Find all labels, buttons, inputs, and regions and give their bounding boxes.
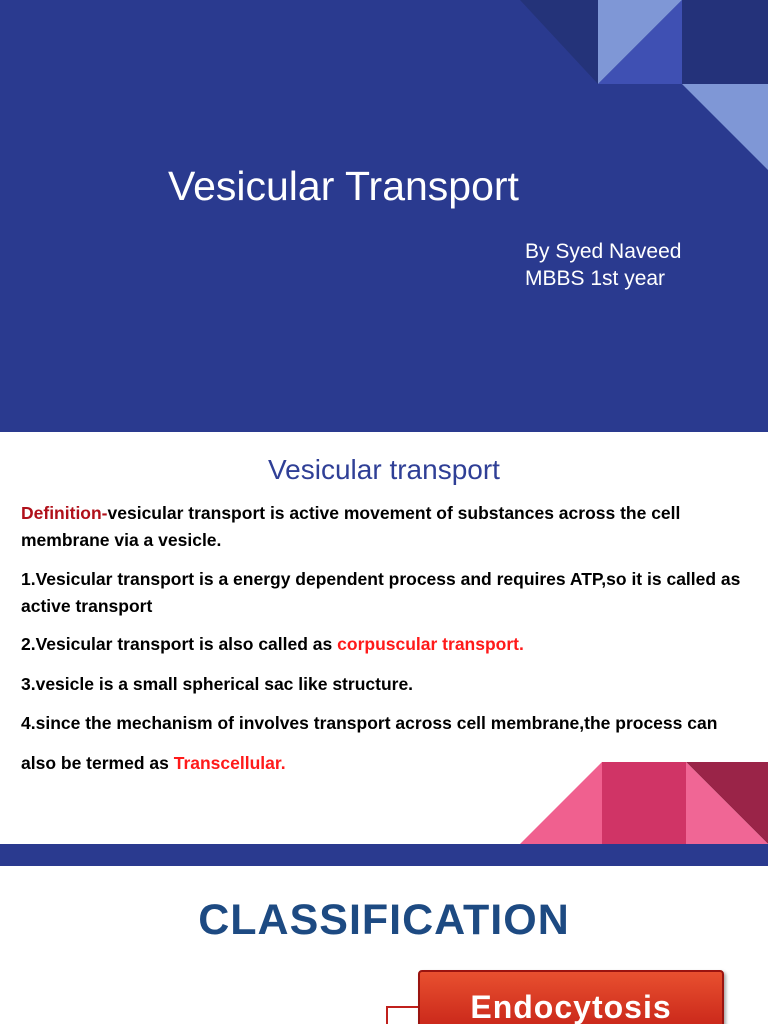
slide-title: Vesicular Transport xyxy=(168,163,519,209)
deco-triangle-light-2 xyxy=(682,84,768,170)
connector-line-vertical xyxy=(386,1006,388,1024)
author-year: MBBS 1st year xyxy=(525,267,666,290)
deco-square-dark xyxy=(682,0,768,84)
point-4-text: also be termed as xyxy=(21,753,174,773)
corner-decoration xyxy=(0,0,768,432)
connector-line xyxy=(386,1006,422,1008)
title-slide xyxy=(0,0,768,432)
slide-divider-band xyxy=(0,844,768,866)
deco-triangle-dark xyxy=(520,0,598,84)
point-4-line-1: 4.since the mechanism of involves transport across cell membrane,the process can xyxy=(21,713,718,733)
endocytosis-box xyxy=(418,970,724,1024)
point-4-highlight: Transcellular. xyxy=(173,753,286,773)
author-name: By Syed Naveed xyxy=(525,240,682,263)
classification-slide xyxy=(0,866,768,1024)
content-slide xyxy=(0,432,768,844)
author-info xyxy=(525,238,681,292)
classification-title: CLASSIFICATION xyxy=(198,896,570,944)
definition-text: vesicular transport is active movement of substances across the cell membrane via a vesicle. xyxy=(21,503,681,550)
point-2-text: 2.Vesicular transport is also called as xyxy=(21,634,338,654)
slide-heading: Vesicular transport xyxy=(268,454,500,485)
point-2 xyxy=(21,631,751,658)
point-1: 1.Vesicular transport is a energy dependent process and requires ATP,so it is called as active transport xyxy=(21,569,741,616)
point-4-line-2 xyxy=(21,750,751,777)
definition-label: Definition- xyxy=(21,503,108,523)
point-3: 3.vesicle is a small spherical sac like structure. xyxy=(21,674,414,694)
definition-paragraph xyxy=(21,500,751,554)
point-2-highlight: corpuscular transport. xyxy=(337,634,524,654)
endocytosis-label: Endocytosis xyxy=(470,989,672,1024)
